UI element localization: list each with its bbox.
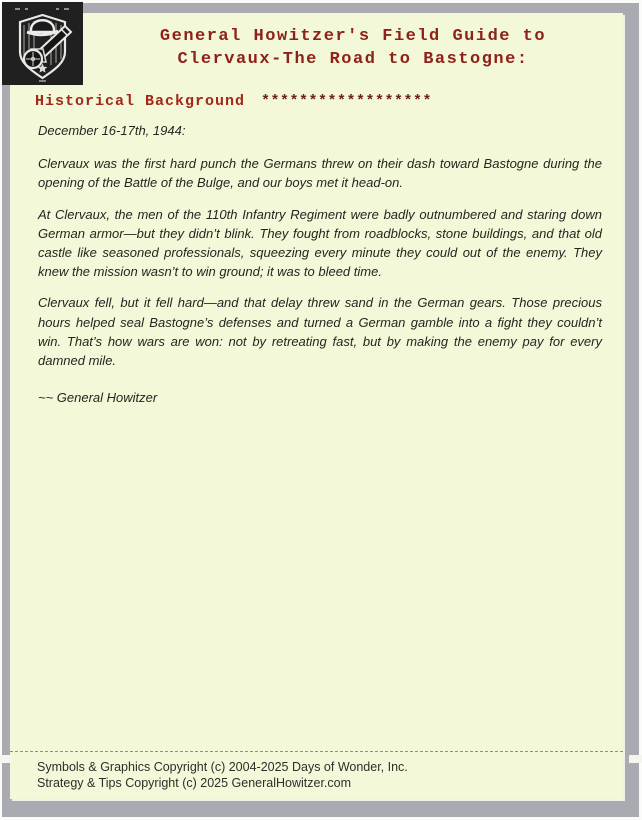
signature: ~~ General Howitzer	[38, 390, 158, 406]
article-body	[10, 110, 623, 407]
perforation-notch-left	[0, 755, 11, 763]
title-line-2: Clervaux-The Road to Bastogne:	[177, 50, 529, 69]
howitzer-emblem-icon	[2, 2, 83, 85]
section-heading-decoration: ******************	[261, 93, 433, 110]
footer-copyright-line-1: Symbols & Graphics Copyright (c) 2004-2025 Days of Wonder, Inc.	[37, 760, 408, 774]
perforation-notch-right	[629, 755, 642, 763]
dateline: December 16-17th, 1944:	[38, 123, 186, 138]
section-heading-label: Historical Background	[35, 93, 246, 110]
section-heading	[10, 94, 623, 110]
page-title	[83, 25, 623, 71]
paragraph-3: Clervaux fell, but it fell hard—and that delay threw sand in the German gears. Those precious hours helped seal Bastogne’s defenses and turned a German gamble into a fight they couldn’t win. That’s how wars are won: not by retreating fast, but by making the enemy pay for every damned mile.	[38, 295, 602, 369]
footer-copyright-line-2: Strategy & Tips Copyright (c) 2025 GeneralHowitzer.com	[37, 775, 352, 790]
paragraph-1: Clervaux was the first hard punch the Germans threw on their dash toward Bastogne during the opening of the Battle of the Bulge, and our boys met it head-on.	[38, 156, 602, 191]
footer	[10, 751, 623, 799]
document-sheet	[10, 13, 623, 799]
logo	[2, 2, 83, 85]
paragraph-2: At Clervaux, the men of the 110th Infantry Regiment were badly outnumbered and staring down German armor—but they didn’t blink. They fought from roadblocks, stone buildings, and that old castle like seasoned professionals, squeezing every minute they could out of the enemy. They knew the mission wasn’t to win ground; it was to bleed time.	[38, 206, 602, 280]
title-line-1: General Howitzer's Field Guide to	[159, 27, 547, 46]
header	[83, 13, 623, 71]
